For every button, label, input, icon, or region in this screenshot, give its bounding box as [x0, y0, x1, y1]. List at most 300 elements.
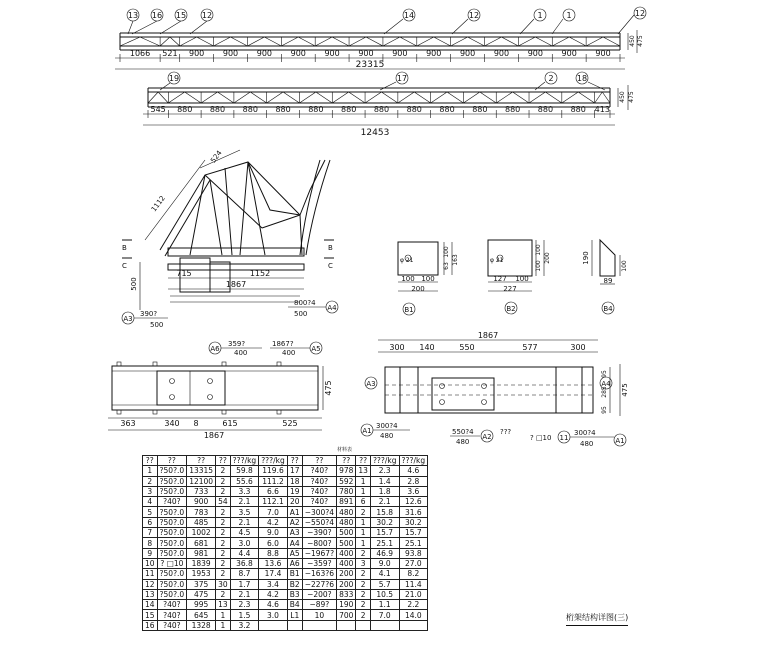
sec-c-left: C: [122, 262, 127, 270]
b1-w2: 100: [421, 275, 435, 283]
plan-right-total: 1867: [477, 331, 499, 340]
plan-right-dim-550: 550: [459, 343, 475, 352]
table-cell: A5: [287, 548, 302, 558]
table-header-cell: ??: [337, 456, 356, 466]
table-cell: −1967?: [302, 548, 336, 558]
plan-left-total: 1867: [203, 431, 225, 440]
table-cell: 1002: [187, 528, 216, 538]
table-cell: ?40?: [157, 620, 187, 630]
dim-1112: 1112: [149, 194, 167, 214]
table-row: [143, 497, 428, 507]
table-row: [143, 548, 428, 558]
plan-left-dim-340: 340: [164, 419, 180, 428]
table-cell: ?40?: [302, 466, 336, 476]
truss1-total: 23315: [355, 60, 385, 70]
truss1-dim-2: 900: [189, 49, 205, 58]
sec-b-right: B: [328, 244, 333, 252]
table-cell: 93.8: [399, 548, 428, 558]
truss1-dim-0: 1066: [129, 49, 151, 58]
table-cell: 4: [143, 497, 158, 507]
table-cell: 30.2: [370, 517, 399, 527]
table-cell: 500: [337, 538, 356, 548]
table-row: [143, 466, 428, 476]
table-cell: ?40?: [157, 600, 187, 610]
table-cell: [302, 620, 336, 630]
table-cell: 119.6: [259, 466, 288, 476]
table-header-cell: ???/kg: [259, 456, 288, 466]
table-cell: A1: [287, 507, 302, 517]
table-cell: 2: [216, 517, 231, 527]
truss1-dim-6: 900: [324, 49, 340, 58]
a1-len-right: 480: [580, 440, 594, 448]
truss2-dim-7: 880: [373, 105, 390, 114]
a3-spec: 390?: [140, 310, 158, 318]
table-cell: 981: [187, 548, 216, 558]
table-row: [143, 569, 428, 579]
callout-2: 2: [548, 74, 554, 83]
b4-h: 190: [582, 251, 590, 265]
table-header-cell: ???/kg: [399, 456, 428, 466]
tag-a4-plan: A4: [601, 380, 611, 388]
table-cell: −200?: [302, 589, 336, 599]
table-cell: ?40?: [157, 497, 187, 507]
table-cell: 30.2: [399, 517, 428, 527]
truss1-h1: 450: [629, 35, 636, 47]
table-cell: 12100: [187, 476, 216, 486]
table-label: 材料表: [337, 447, 353, 453]
truss2-dim-9: 880: [439, 105, 455, 114]
truss1-dim-1: 521: [162, 49, 178, 58]
callout-16: 16: [151, 11, 163, 20]
truss2-total: 12453: [360, 128, 390, 138]
table-cell: 2.3: [370, 466, 399, 476]
table-cell: 55.6: [230, 476, 259, 486]
table-cell: ?50?.0: [157, 507, 187, 517]
table-cell: 14.0: [399, 610, 428, 620]
table-cell: 10: [143, 558, 158, 568]
table-cell: 2.2: [399, 600, 428, 610]
b4-h2: 100: [621, 260, 628, 272]
table-cell: ?50?.0: [157, 579, 187, 589]
b2-w1: 127: [493, 275, 507, 283]
table-cell: 1328: [187, 620, 216, 630]
table-cell: ?50?.0: [157, 528, 187, 538]
truss1-dim-9: 900: [426, 49, 442, 58]
truss1-dim-13: 900: [561, 49, 577, 58]
table-cell: A4: [287, 538, 302, 548]
table-cell: 2: [216, 589, 231, 599]
table-cell: A3: [287, 528, 302, 538]
plate-b1: [398, 242, 459, 315]
b1-h: 163: [452, 254, 459, 266]
table-cell: 475: [187, 589, 216, 599]
callout-14: 14: [403, 11, 415, 20]
table-cell: 2.8: [399, 476, 428, 486]
table-cell: ?50?.0: [157, 569, 187, 579]
callout-18: 18: [576, 74, 588, 83]
table-cell: 12.6: [399, 497, 428, 507]
table-header-cell: ??: [187, 456, 216, 466]
table-cell: 700: [337, 610, 356, 620]
b1-w1: 100: [401, 275, 415, 283]
table-cell: 485: [187, 517, 216, 527]
truss-1: [115, 7, 646, 70]
truss1-dim-5: 900: [290, 49, 306, 58]
table-cell: 2: [216, 466, 231, 476]
table-cell: 8.7: [230, 569, 259, 579]
a6-spec: 359?: [228, 340, 246, 348]
truss2-dim-14: 413: [594, 105, 610, 114]
truss2-dim-3: 880: [242, 105, 258, 114]
table-cell: 8.2: [399, 569, 428, 579]
table-cell: −163?6: [302, 569, 336, 579]
table-header-cell: ??: [302, 456, 336, 466]
table-cell: 2: [143, 476, 158, 486]
tag-a1-right: A1: [615, 437, 625, 445]
table-cell: 7: [143, 528, 158, 538]
table-cell: 5: [143, 507, 158, 517]
truss1-dim-4: 900: [256, 49, 273, 58]
table-cell: 6: [356, 497, 371, 507]
table-cell: 2: [216, 507, 231, 517]
callout-12b: 12: [468, 11, 480, 20]
dim-524: 524: [209, 149, 224, 165]
table-row: [143, 579, 428, 589]
plan-left-dim-363: 363: [120, 419, 136, 428]
table-header-cell: ??: [287, 456, 302, 466]
table-cell: ?50?.0: [157, 538, 187, 548]
table-cell: 2: [216, 476, 231, 486]
table-cell: 2: [356, 579, 371, 589]
table-cell: 6: [143, 517, 158, 527]
table-cell: 4.6: [399, 466, 428, 476]
table-cell: −359?: [302, 558, 336, 568]
truss1-dim-11: 900: [493, 49, 510, 58]
table-cell: 2.3: [230, 600, 259, 610]
plan-right-dim-300a: 300: [389, 343, 405, 352]
table-cell: 46.9: [370, 548, 399, 558]
table-cell: 9: [143, 548, 158, 558]
truss1-dim-7: 900: [358, 49, 374, 58]
table-cell: 17.4: [259, 569, 288, 579]
table-cell: 111.2: [259, 476, 288, 486]
truss2-dim-0: 545: [150, 105, 166, 114]
table-cell: 2: [356, 600, 371, 610]
b2-h: 200: [544, 252, 551, 264]
table-cell: 978: [337, 466, 356, 476]
truss2-h2: 475: [628, 91, 635, 103]
table-cell: [287, 620, 302, 630]
table-row: [143, 620, 428, 630]
sec-b-left: B: [122, 244, 127, 252]
table-cell: 17: [287, 466, 302, 476]
table-header-cell: ??: [216, 456, 231, 466]
table-cell: −800?: [302, 538, 336, 548]
table-cell: 2: [356, 589, 371, 599]
table-cell: 1: [356, 486, 371, 496]
a2-len: 480: [456, 438, 470, 446]
truss1-dim-14: 900: [595, 49, 611, 58]
table-cell: 13: [143, 589, 158, 599]
dim-1152: 1152: [249, 269, 271, 278]
material-table: [142, 455, 428, 631]
truss2-h1: 450: [619, 91, 626, 103]
table-cell: 200: [337, 569, 356, 579]
plan-left-dim-525: 525: [282, 419, 298, 428]
table-cell: 2: [216, 528, 231, 538]
tag-a3: A3: [123, 315, 133, 323]
table-cell: 3: [356, 558, 371, 568]
table-cell: L1: [287, 610, 302, 620]
table-cell: 10.5: [370, 589, 399, 599]
truss2-dim-5: 880: [308, 105, 324, 114]
table-cell: [370, 620, 399, 630]
table-header-cell: ??: [157, 456, 187, 466]
truss-2: [143, 72, 635, 138]
truss2-dim-6: 880: [341, 105, 357, 114]
sec-c-right: C: [328, 262, 333, 270]
table-cell: 4.5: [230, 528, 259, 538]
table-cell: ?50?.0: [157, 466, 187, 476]
table-cell: 4.1: [370, 569, 399, 579]
table-cell: 1953: [187, 569, 216, 579]
table-row: [143, 507, 428, 517]
c-label: ? □10: [530, 434, 552, 442]
callout-19: 19: [168, 74, 180, 83]
table-cell: 1.4: [370, 476, 399, 486]
table-cell: 2: [216, 548, 231, 558]
table-cell: 112.1: [259, 497, 288, 507]
plan-right-h3: 95: [601, 406, 608, 414]
plan-right-dim-300b: 300: [570, 343, 586, 352]
b2-h1: 100: [535, 244, 542, 256]
table-cell: 9.0: [370, 558, 399, 568]
table-header-cell: ??: [143, 456, 158, 466]
table-cell: 15.8: [370, 507, 399, 517]
table-row: [143, 517, 428, 527]
b1-phi: φ 21: [400, 257, 414, 264]
truss2-dim-4: 880: [275, 105, 291, 114]
table-cell: 21.0: [399, 589, 428, 599]
table-cell: 1: [143, 466, 158, 476]
plan-left: [108, 340, 333, 440]
b1-h2: 63: [443, 262, 450, 270]
table-cell: 25.1: [370, 538, 399, 548]
b2-h2: 100: [535, 260, 542, 272]
table-cell: [259, 620, 288, 630]
table-cell: 59.8: [230, 466, 259, 476]
table-cell: 2: [356, 569, 371, 579]
plate-b2: [488, 240, 551, 314]
a2-spec: 550?4: [452, 428, 474, 436]
plan-left-dim-615: 615: [222, 419, 238, 428]
table-cell: −89?: [302, 600, 336, 610]
tag-a6: A6: [210, 345, 220, 353]
table-cell: 833: [337, 589, 356, 599]
a3-len: 500: [150, 321, 164, 329]
table-cell: 11.4: [399, 579, 428, 589]
table-cell: 2: [216, 486, 231, 496]
a1-spec-right: 300?4: [574, 429, 596, 437]
table-cell: 2.1: [230, 589, 259, 599]
b2-phi: φ 21: [490, 257, 504, 264]
table-cell: [337, 620, 356, 630]
plan-right-dim-577: 577: [522, 343, 538, 352]
table-cell: 13: [216, 600, 231, 610]
table-cell: ?40?: [302, 486, 336, 496]
plan-left-dim-8: 8: [193, 419, 199, 428]
truss1-dim-3: 900: [222, 49, 239, 58]
callout-17: 17: [396, 74, 408, 83]
table-cell: 2.1: [230, 497, 259, 507]
table-cell: −390?: [302, 528, 336, 538]
b1-h1: 100: [443, 246, 450, 258]
table-cell: 27.0: [399, 558, 428, 568]
table-cell: 4.2: [259, 589, 288, 599]
callout-12a: 12: [201, 11, 213, 20]
truss1-callouts: [127, 7, 646, 34]
truss2-dim-10: 880: [472, 105, 488, 114]
table-cell: 2.1: [230, 517, 259, 527]
tag-b2: B2: [506, 305, 516, 313]
a5-len: 400: [282, 349, 296, 357]
table-cell: 36.8: [230, 558, 259, 568]
truss2-callouts: [160, 72, 605, 90]
elevation-detail: [122, 149, 338, 329]
table-cell: 2: [216, 569, 231, 579]
table-cell: 480: [337, 507, 356, 517]
table-cell: 12: [143, 579, 158, 589]
table-cell: 4.2: [259, 517, 288, 527]
callout-1b: 1: [566, 11, 572, 20]
table-header-cell: ???/kg: [230, 456, 259, 466]
table-row: [143, 528, 428, 538]
table-cell: 14: [143, 600, 158, 610]
table-cell: ?50?.0: [157, 517, 187, 527]
table-cell: 3.2: [230, 620, 259, 630]
table-header-cell: ???/kg: [370, 456, 399, 466]
table-cell: 25.1: [399, 538, 428, 548]
plan-right-h1: 95: [601, 370, 608, 378]
truss1-dim-8: 900: [392, 49, 408, 58]
table-cell: 15.7: [370, 528, 399, 538]
table-cell: A2: [287, 517, 302, 527]
truss2-dim-11: 880: [504, 105, 521, 114]
truss2-dim-8: 880: [406, 105, 422, 114]
tag-a3-plan: A3: [366, 380, 376, 388]
table-row: [143, 476, 428, 486]
table-cell: 780: [337, 486, 356, 496]
table-cell: 7.0: [370, 610, 399, 620]
table-cell: 16: [143, 620, 158, 630]
table-row: [143, 600, 428, 610]
truss2-dim-1: 880: [177, 105, 193, 114]
table-cell: 1.1: [370, 600, 399, 610]
table-cell: 733: [187, 486, 216, 496]
table-cell: 1839: [187, 558, 216, 568]
table-cell: A6: [287, 558, 302, 568]
truss2-dim-2: 880: [209, 105, 226, 114]
drawing-caption: 桁架结构详图(三): [566, 612, 628, 626]
table-cell: 3.0: [230, 538, 259, 548]
table-cell: 1.5: [230, 610, 259, 620]
callout-12c: 12: [634, 9, 646, 18]
table-cell: 783: [187, 507, 216, 517]
table-cell: 1: [356, 538, 371, 548]
table-cell: 1: [356, 476, 371, 486]
table-cell: 15.7: [399, 528, 428, 538]
tag-a5: A5: [311, 345, 321, 353]
table-cell: 13.6: [259, 558, 288, 568]
table-cell: 900: [187, 497, 216, 507]
callout-15: 15: [175, 11, 187, 20]
table-cell: 400: [337, 558, 356, 568]
table-cell: ?50?.0: [157, 589, 187, 599]
dim-715: 715: [176, 269, 192, 278]
a1-len-left: 480: [380, 432, 394, 440]
table-cell: B3: [287, 589, 302, 599]
table-cell: 3.0: [259, 610, 288, 620]
table-cell: −227?6: [302, 579, 336, 589]
table-cell: 2: [216, 538, 231, 548]
b2-w: 227: [503, 285, 517, 293]
table-cell: ?50?.0: [157, 486, 187, 496]
truss1-dim-12: 900: [527, 49, 543, 58]
table-cell: 400: [337, 548, 356, 558]
table-cell: 1: [356, 517, 371, 527]
truss2-dim-12: 880: [537, 105, 554, 114]
table-cell: 480: [337, 517, 356, 527]
table-cell: B4: [287, 600, 302, 610]
table-cell: 6.0: [259, 538, 288, 548]
dim-500: 500: [130, 277, 138, 291]
table-cell: ? □10: [157, 558, 187, 568]
plan-right-height: 475: [621, 383, 629, 397]
tag-11: 11: [559, 434, 569, 442]
table-cell: B2: [287, 579, 302, 589]
table-cell: 1: [216, 610, 231, 620]
table-cell: 645: [187, 610, 216, 620]
table-cell: 995: [187, 600, 216, 610]
a1-spec-left: 300?4: [376, 422, 398, 430]
table-cell: 1.7: [230, 579, 259, 589]
truss1-dim-10: 900: [459, 49, 476, 58]
table-cell: 3: [143, 486, 158, 496]
truss2-dim-13: 880: [570, 105, 586, 114]
table-cell: 2: [216, 558, 231, 568]
table-cell: 30: [216, 579, 231, 589]
table-cell: B1: [287, 569, 302, 579]
plan-right: [361, 331, 629, 448]
table-cell: 31.6: [399, 507, 428, 517]
table-cell: 13315: [187, 466, 216, 476]
table-cell: 375: [187, 579, 216, 589]
tag-b4: B4: [603, 305, 613, 313]
table-cell: 18: [287, 476, 302, 486]
plate-b4: [582, 240, 628, 314]
table-cell: 3.5: [230, 507, 259, 517]
table-cell: [399, 620, 428, 630]
table-row: [143, 610, 428, 620]
table-row: [143, 538, 428, 548]
table-cell: 891: [337, 497, 356, 507]
table-cell: 3.6: [399, 486, 428, 496]
table-row: [143, 589, 428, 599]
table-cell: 13: [356, 466, 371, 476]
table-cell: −550?4: [302, 517, 336, 527]
table-cell: ?40?: [302, 497, 336, 507]
b1-w: 200: [411, 285, 425, 293]
